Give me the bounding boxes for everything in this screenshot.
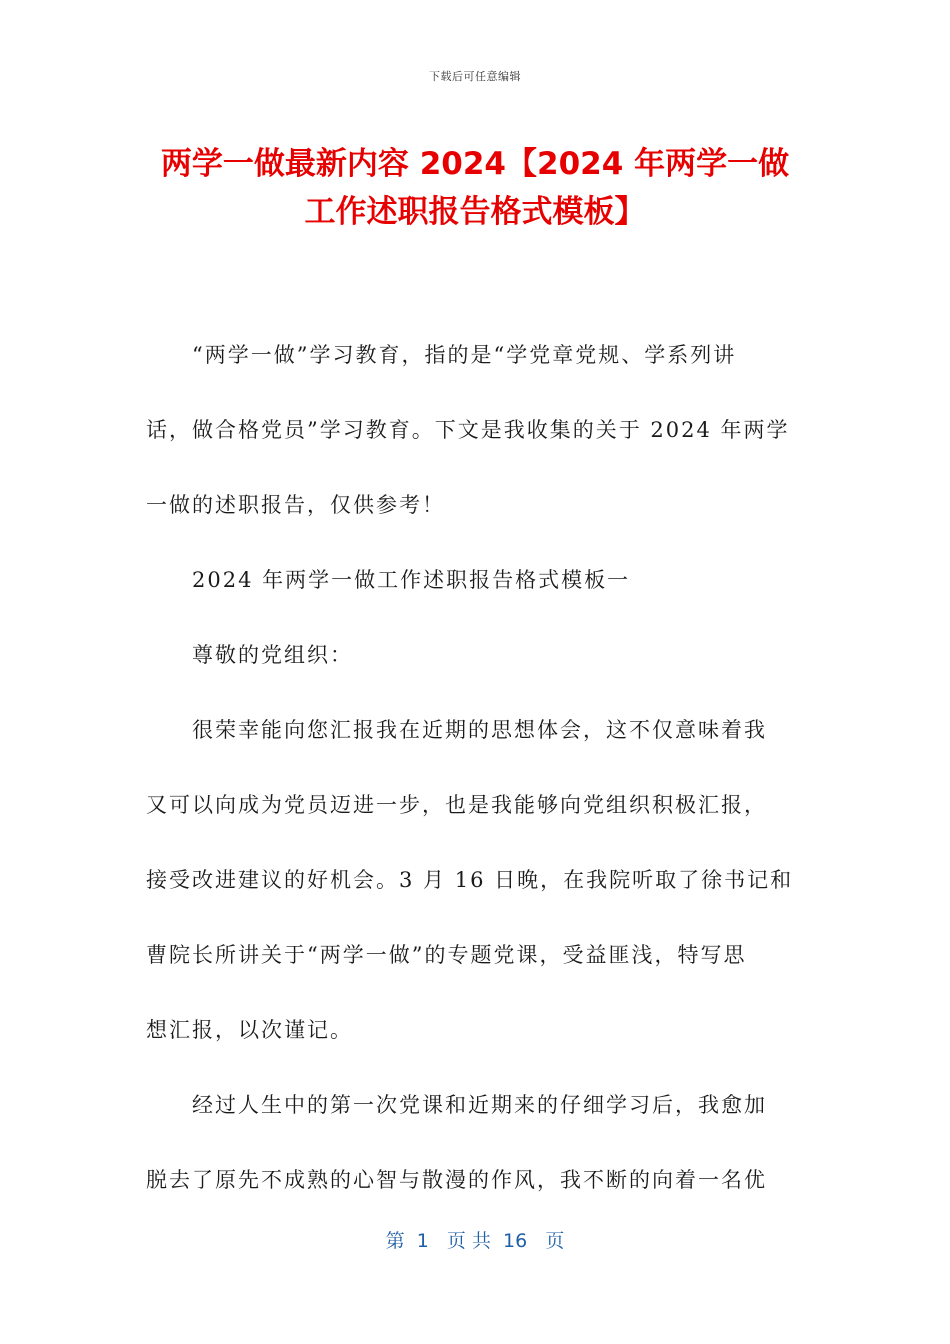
title-line-1: 两学一做最新内容 2024【2024 年两学一做	[160, 146, 790, 182]
paragraph-line: “两学一做”学习教育，指的是“学党章党规、学系列讲	[192, 343, 737, 367]
paragraph-line: 接受改进建议的好机会。3 月 16 日晚，在我院听取了徐书记和	[146, 868, 794, 892]
paragraph-line: 经过人生中的第一次党课和近期来的仔细学习后，我愈加	[192, 1093, 767, 1117]
document-title	[140, 140, 810, 236]
section-heading: 2024 年两学一做工作述职报告格式模板一	[192, 568, 631, 592]
paragraph-line: 脱去了原先不成熟的心智与散漫的作风，我不断的向着一名优	[146, 1168, 767, 1192]
paragraph-line: 一做的述职报告，仅供参考！	[146, 493, 445, 517]
title-line-2: 工作述职报告格式模板】	[304, 194, 646, 230]
paragraph-line: 曹院长所讲关于“两学一做”的专题党课，受益匪浅，特写思	[146, 943, 747, 967]
salutation: 尊敬的党组织：	[192, 643, 353, 667]
paragraph-line: 很荣幸能向您汇报我在近期的思想体会，这不仅意味着我	[192, 718, 767, 742]
paragraph-line: 想汇报，以次谨记。	[146, 1018, 353, 1042]
paragraph-line: 又可以向成为党员迈进一步，也是我能够向党组织积极汇报，	[146, 793, 767, 817]
page-number: 第 1 页 共 16 页	[385, 1230, 565, 1252]
header-note: 下载后可任意编辑	[429, 70, 521, 83]
paragraph-line: 话，做合格党员”学习教育。下文是我收集的关于 2024 年两学	[146, 418, 790, 442]
page-footer	[0, 1226, 950, 1253]
document-body	[146, 318, 806, 1218]
